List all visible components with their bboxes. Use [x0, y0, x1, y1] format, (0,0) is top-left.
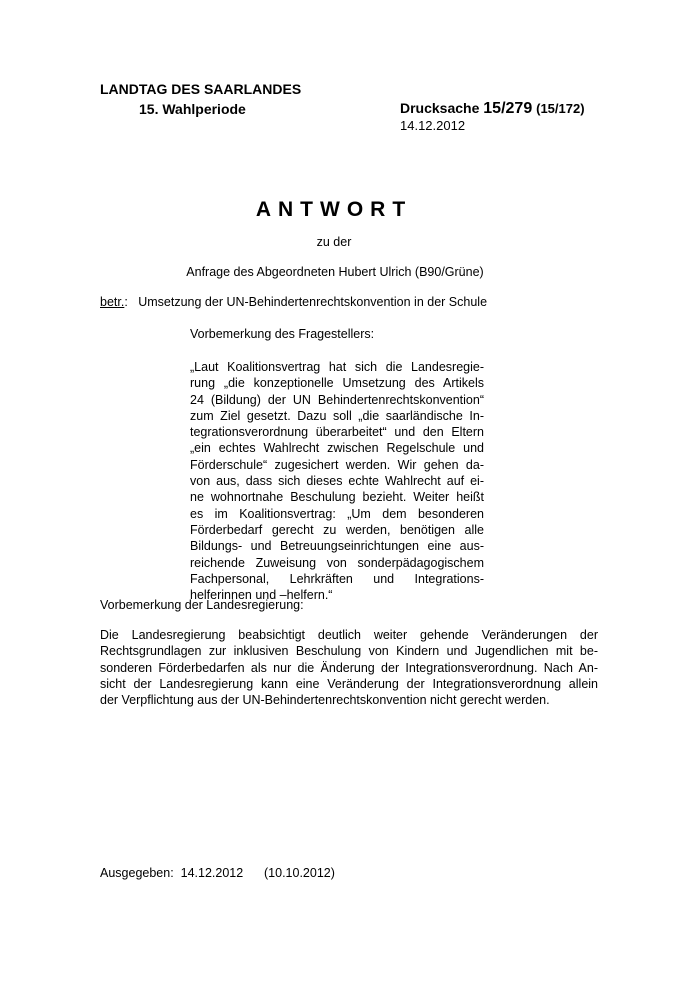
- inquiry-line: Anfrage des Abgeordneten Hubert Ulrich (B90/Grüne): [186, 265, 484, 279]
- answer-line: der Verpflichtung aus der UN-Behindertenrechtskonvention nicht gerecht werden.: [100, 693, 550, 708]
- document-number-reference: (15/172): [536, 101, 585, 116]
- answer-line: Die Landesregierung beabsichtigt deutlich weiter gehende Veränderungen der: [100, 628, 598, 642]
- quote-line: rung „die konzeptionelle Umsetzung des Artikels: [190, 376, 484, 391]
- document-date: 14.12.2012: [400, 118, 466, 133]
- answer-line: sicht der Landesregierung kann eine Veränderung der Integrationsverordnung allein: [100, 676, 598, 691]
- subtitle-zu-der: zu der: [316, 235, 352, 249]
- quote-line: 24 (Bildung) der UN Behindertenrechtskonvention“: [190, 392, 484, 407]
- quote-line: ne wohnortnahe Beschulung bezieht. Weiter heißt: [190, 490, 484, 505]
- quote-line: helferinnen und –helfern.“: [190, 588, 333, 603]
- questioner-quote: [190, 359, 484, 603]
- quote-line: tegrationsverordnung überarbeitet“ und den Eltern: [190, 425, 484, 440]
- subject-line: [100, 295, 487, 309]
- quote-line: Förderbedarf gerecht zu werden, benötigen alle: [190, 522, 484, 537]
- answer-line: sonderen Förderbedarfen als nur die Änderung der Integrationsverordnung. Nach An-: [100, 660, 598, 675]
- government-preamble-heading: Vorbemerkung der Landesregierung:: [100, 598, 304, 612]
- subject-text: : Umsetzung der UN-Behindertenrechtskonvention in der Schule: [124, 295, 488, 309]
- quote-line: „Laut Koalitionsvertrag hat sich die Landesregie-: [190, 360, 484, 374]
- parliament-name: LANDTAG DES SAARLANDES: [100, 81, 302, 97]
- quote-line: „ein echtes Wahlrecht zwischen Regelschule und: [190, 441, 484, 456]
- quote-line: Förderschule“ zugesichert werden. Wir gehen da-: [190, 457, 484, 472]
- issued-date-line: Ausgegeben: 14.12.2012 (10.10.2012): [100, 866, 335, 880]
- quote-line: von aus, dass sich dieses echte Wahlrecht auf ei-: [190, 474, 484, 489]
- document-number-label: Drucksache: [400, 100, 480, 116]
- questioner-preamble-heading: Vorbemerkung des Fragestellers:: [190, 327, 375, 341]
- quote-line: Fachpersonal, Lehrkräften und Integrations-: [190, 571, 484, 586]
- document-number-value: 15/279: [483, 100, 533, 117]
- government-answer-text: [100, 627, 598, 708]
- quote-line: zum Ziel gesetzt. Dazu soll „die saarländische In-: [190, 408, 484, 423]
- quote-line: Bildungs- und Betreuungseinrichtungen eine aus-: [190, 539, 484, 554]
- subject-label: betr.: [100, 295, 125, 309]
- legislative-period: 15. Wahlperiode: [139, 101, 246, 117]
- answer-line: Rechtsgrundlagen zur inklusiven Beschulung von Kindern und Jugendlichen mit be-: [100, 644, 598, 659]
- quote-line: es im Koalitionsvertrag: „Um dem besonderen: [190, 506, 484, 521]
- document-number: [400, 100, 585, 118]
- document-title: ANTWORT: [255, 198, 413, 221]
- quote-line: reichende Zuweisung von sonderpädagogischem: [190, 555, 484, 570]
